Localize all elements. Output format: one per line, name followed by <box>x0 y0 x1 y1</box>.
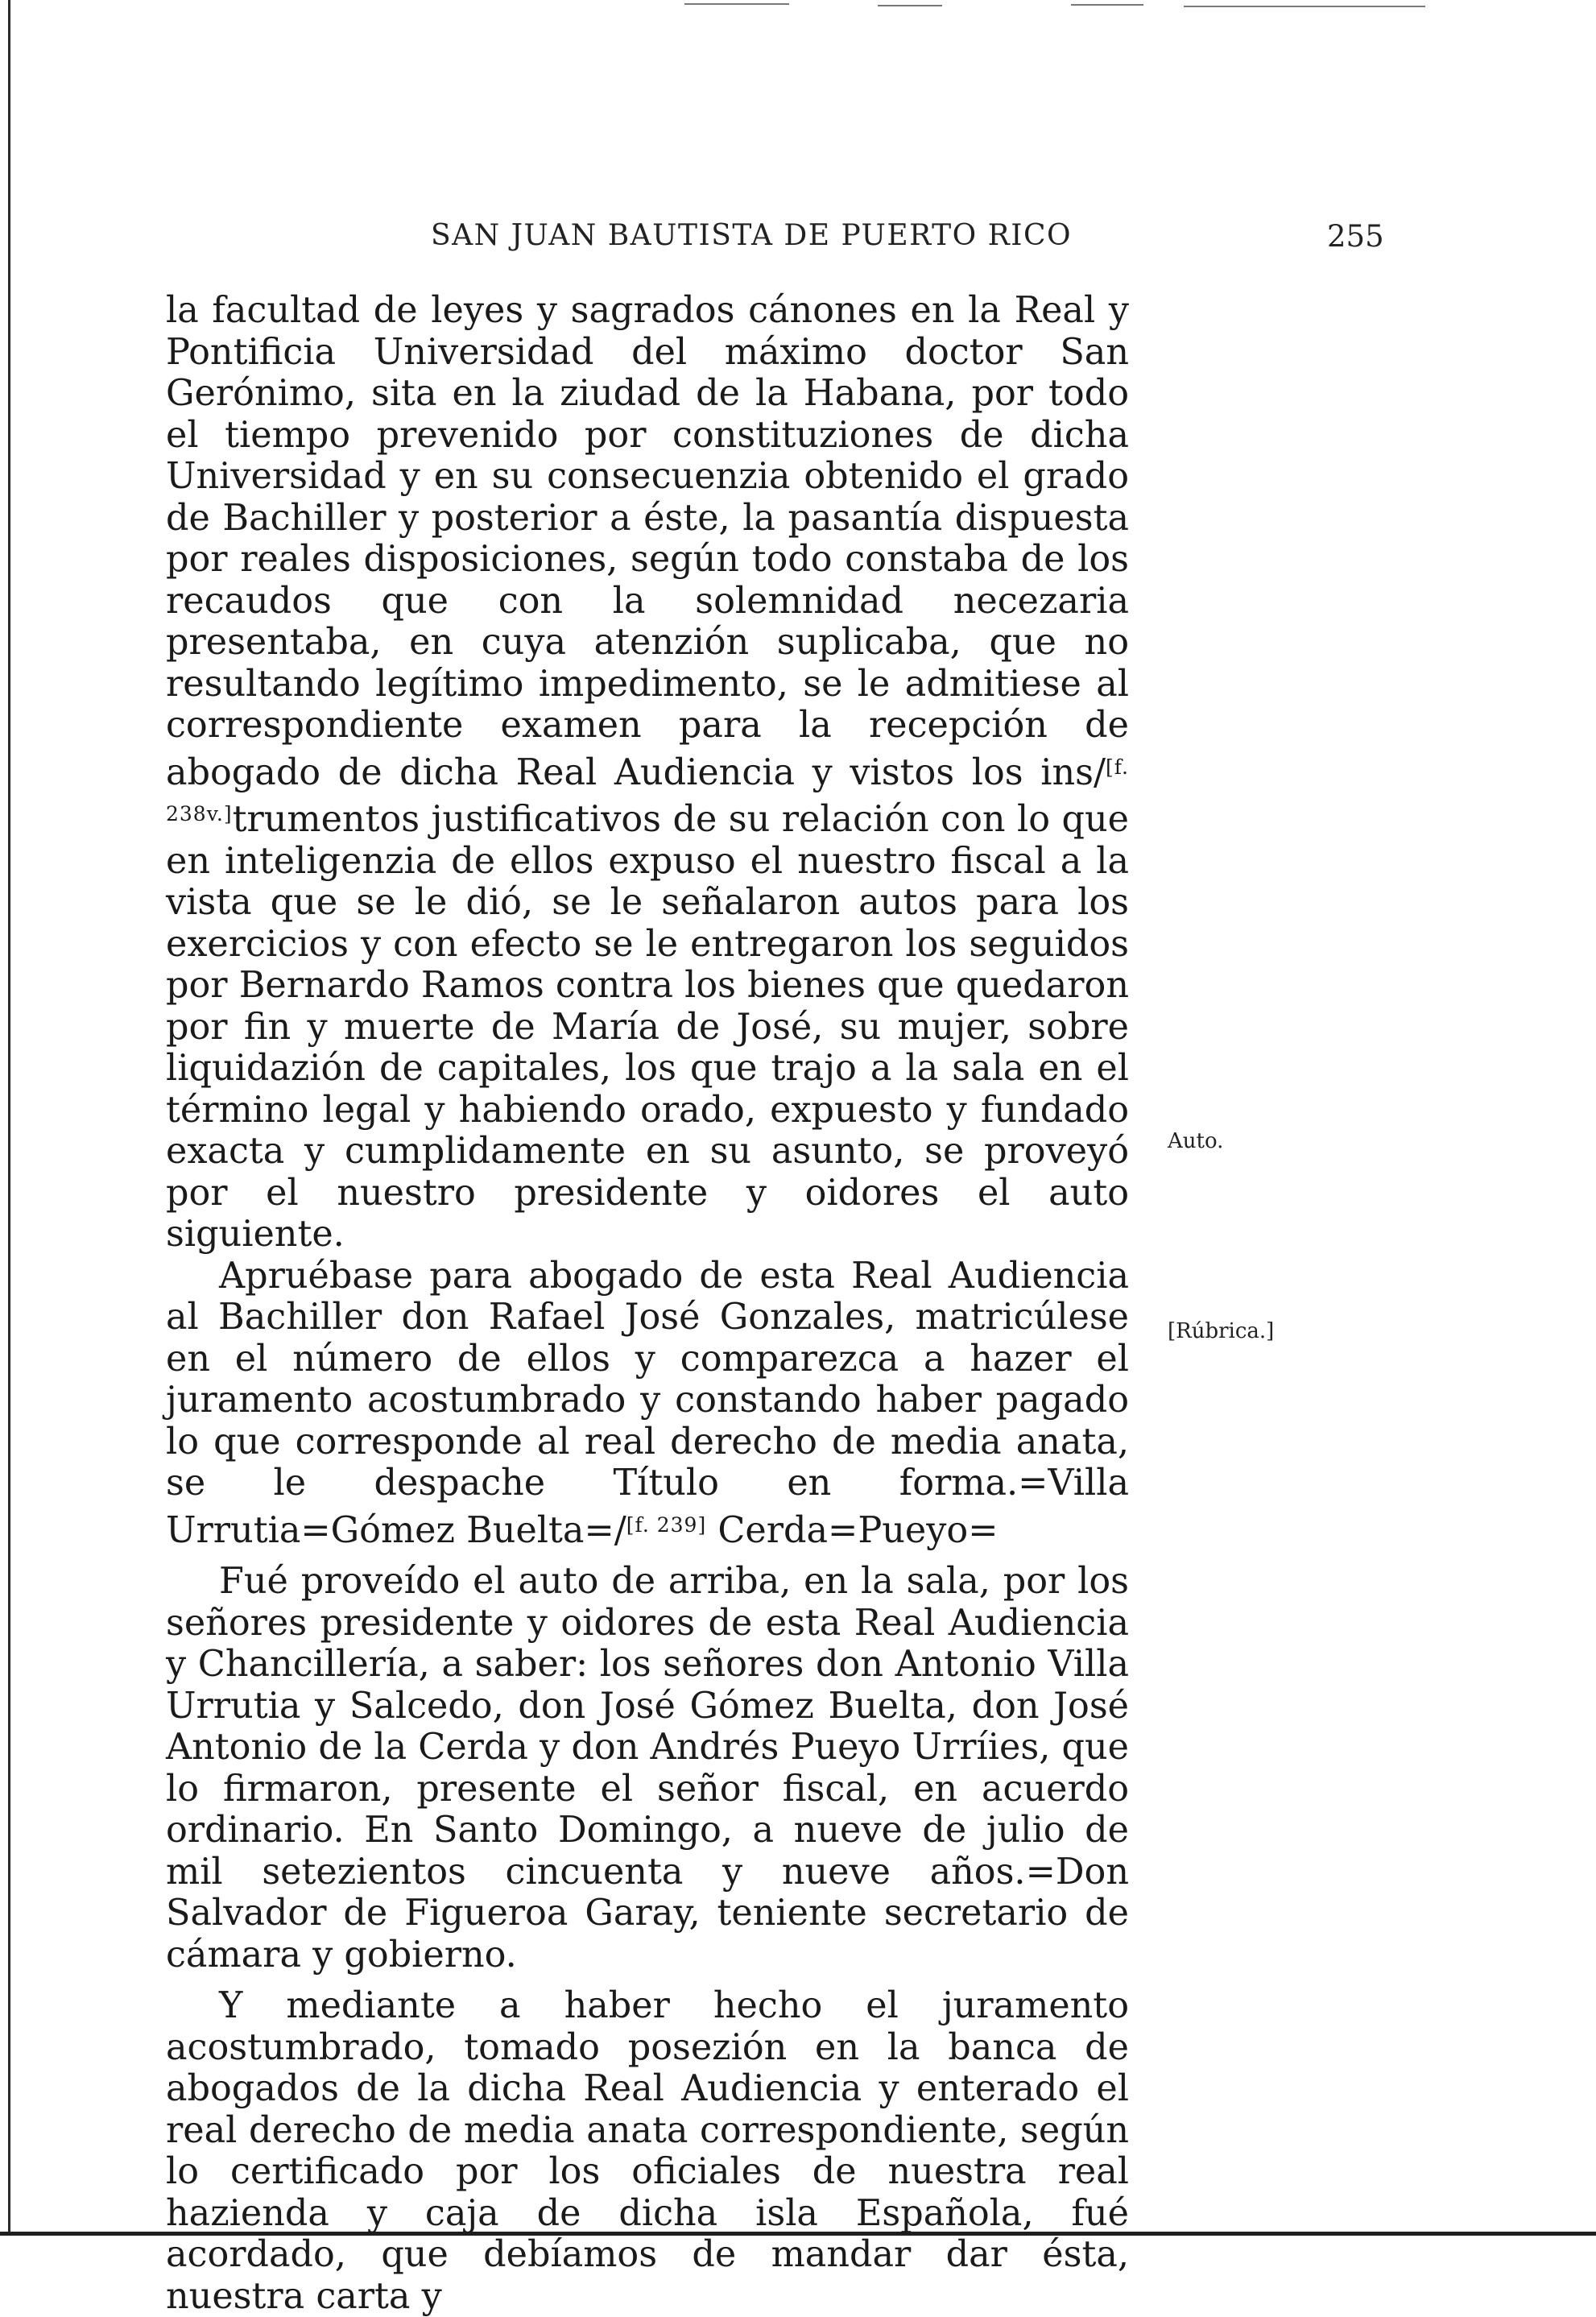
paragraph-2-continuation: Cerda=Pueyo= <box>706 1509 999 1551</box>
paragraph-1 <box>166 290 1129 1256</box>
paragraph-1-text: la facultad de leyes y sagrados cánones en la Real y Pontificia Universidad del máximo doctor San Gerónimo, sita en la ziudad de la Habana, por todo el tiempo prevenido por constituziones de dicha Universidad y en su consecuenzia obtenido el grado de Bachiller y posterior a éste, la pasantía dispuesta por reales disposiciones, según todo constaba de los recaudos que con la solemnidad necezaria presentaba, en cuya atenzión suplicaba, que no resultando legítimo impedimento, se le admitiese al correspondiente examen para la recepción de abogado de dicha Real Audiencia y vistos los ins/ <box>166 290 1129 793</box>
folio-marker: [f. 238v.] <box>166 755 1129 825</box>
main-text <box>166 290 1129 2317</box>
paragraph-2 <box>166 1256 1129 1552</box>
scan-left-edge <box>8 0 10 2235</box>
paragraph-1-continuation: trumentos justificativos de su relación con lo que en inteligenzia de ellos expuso el nuestro fiscal a la vista que se le dió, se le señalaron autos para los exercicios y con efecto se le entregaron los seguidos por Bernardo Ramos contra los bienes que quedaron por fin y muerte de María de José, su mujer, sobre liquidazión de capitales, los que trajo a la sala en el término legal y habiendo orado, expuesto y fundado exacta y cumplidamente en su asunto, se proveyó por el nuestro presidente y oidores el auto siguiente. <box>166 799 1130 1255</box>
paragraph-4: Y mediante a haber hecho el juramento acostumbrado, tomado posezión en la banca de abogados de la dicha Real Audiencia y enterado el real derecho de media anata correspondiente, según lo certificado por los oficiales de nuestra real hazienda y caja de dicha isla Española, fué acordado, que debíamos de mandar dar ésta, nuestra carta y <box>166 1985 1129 2317</box>
margin-note-rubrica: [Rúbrica.] <box>1168 1319 1275 1343</box>
scan-mark <box>1071 4 1143 6</box>
scan-mark <box>684 3 789 5</box>
page-number: 255 <box>1327 219 1384 254</box>
paragraph-2-text: Apruébase para abogado de esta Real Audiencia al Bachiller don Rafael José Gonzales, matricúlese en el número de ellos y comparezca a hazer el juramento acostumbrado y constando haber pagado lo que corresponde al real derecho de media anata, se le despache Título en forma.=Villa Urrutia=Gómez Buelta=/ <box>166 1255 1129 1551</box>
folio-marker: [f. 239] <box>626 1512 707 1537</box>
paragraph-3: Fué proveído el auto de arriba, en la sala, por los señores presidente y oidores de esta Real Audiencia y Chancillería, a saber: los señores don Antonio Villa Urrutia y Salcedo, don José Gómez Buelta, don José Antonio de la Cerda y don Andrés Pueyo Urríies, que lo firmaron, presente el señor fiscal, en acuerdo ordinario. En Santo Domingo, a nueve de julio de mil setezientos cincuenta y nueve años.=Don Salvador de Figueroa Garay, teniente secretario de cámara y gobierno. <box>166 1561 1129 1976</box>
running-title: SAN JUAN BAUTISTA DE PUERTO RICO <box>431 219 1073 252</box>
scan-mark <box>1184 6 1425 7</box>
scan-mark <box>878 5 942 6</box>
margin-note-auto: Auto. <box>1168 1129 1224 1153</box>
